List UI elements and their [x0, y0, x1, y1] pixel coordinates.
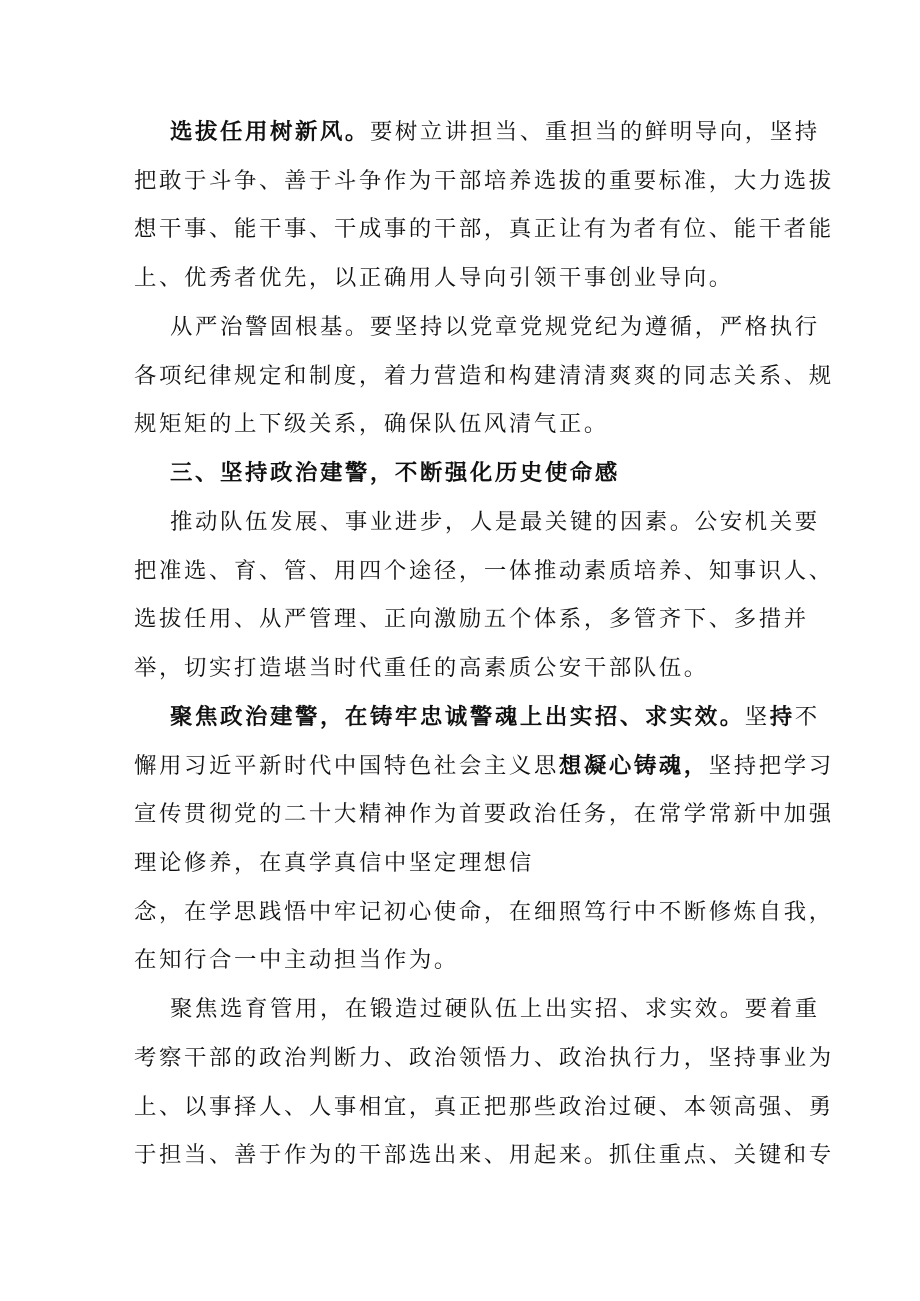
paragraph-3-line-4: 举，切实打造堪当时代重任的高素质公安干部队伍。 [134, 655, 709, 681]
paragraph-2-line-1: 从严治警固根基。要坚持以党章党规党纪为遵循，严格执行 [170, 314, 820, 340]
bold-lead: 选拔任用树新风。 [170, 119, 370, 145]
paragraph-2-line-3: 规矩矩的上下级关系，确保队伍风清气正。 [134, 411, 609, 437]
paragraph-4-line-6: 在知行合一中主动担当作为。 [134, 947, 459, 973]
paragraph-4-line-3: 宣传贯彻党的二十大精神作为首要政治任务，在常学常新中加强 [134, 801, 834, 827]
paragraph-4-line-2: 懈用习近平新时代中国特色社会主义思想凝心铸魂，坚持把学习 [134, 753, 834, 779]
paragraph-2-line-2: 各项纪律规定和制度，着力营造和构建清清爽爽的同志关系、规 [134, 363, 834, 389]
paragraph-3-line-1: 推动队伍发展、事业进步，人是最关键的因素。公安机关要 [170, 509, 820, 535]
bold-lead: 聚焦政治建警，在铸牢忠诚警魂上出实招、求实效。 [170, 704, 745, 730]
paragraph-1-line-1: 选拔任用树新风。要树立讲担当、重担当的鲜明导向，坚持 [170, 119, 820, 145]
bold-phrase: 想凝心铸魂， [558, 753, 709, 779]
paragraph-1-line-4: 上、优秀者优先，以正确用人导向引领干事创业导向。 [134, 265, 734, 291]
paragraph-5-line-4: 于担当、善于作为的干部选出来、用起来。抓住重点、关键和专 [134, 1142, 834, 1168]
paragraph-5-line-3: 上、以事择人、人事相宜，真正把那些政治过硬、本领高强、勇 [134, 1094, 834, 1120]
paragraph-3-line-2: 把准选、育、管、用四个途径，一体推动素质培养、知事识人、 [134, 558, 834, 584]
paragraph-1-line-2: 把敢于斗争、善于斗争作为干部培养选拔的重要标准，大力选拔 [134, 168, 834, 194]
paragraph-4-line-5: 念，在学思践悟中牢记初心使命，在细照笃行中不断修炼自我， [134, 899, 834, 925]
section-heading: 三、坚持政治建警，不断强化历史使命感 [170, 460, 620, 486]
paragraph-4-line-4: 理论修养，在真学真信中坚定理想信 [134, 850, 534, 876]
paragraph-5-line-2: 考察干部的政治判断力、政治领悟力、政治执行力，坚持事业为 [134, 1045, 834, 1071]
paragraph-5-line-1: 聚焦选育管用，在锻造过硬队伍上出实招、求实效。要着重 [170, 996, 820, 1022]
paragraph-1-line-3: 想干事、能干事、干成事的干部，真正让有为者有位、能干者能 [134, 216, 834, 242]
paragraph-3-line-3: 选拔任用、从严管理、正向激励五个体系，多管齐下、多措并 [134, 606, 809, 632]
paragraph-4-line-1: 聚焦政治建警，在铸牢忠诚警魂上出实招、求实效。坚持不 [170, 704, 820, 730]
